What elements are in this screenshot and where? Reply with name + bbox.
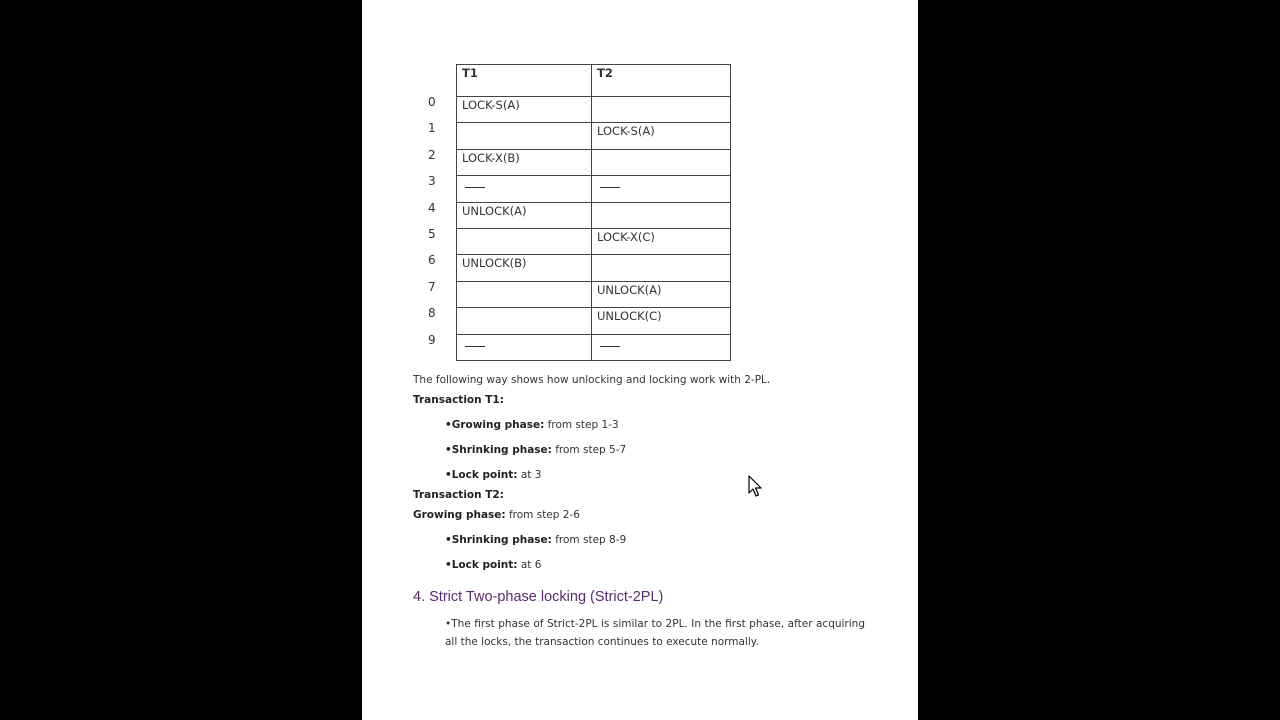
table-header-row	[457, 65, 731, 97]
step-number: 6	[428, 253, 436, 268]
cell-t2: UNLOCK(C)	[592, 308, 731, 334]
step-number: 8	[428, 306, 436, 321]
table-row	[457, 97, 731, 123]
t2-shrinking-value: from step 8-9	[551, 534, 627, 546]
cell-t2	[592, 202, 731, 228]
t2-shrinking-label: •Shrinking phase:	[445, 534, 552, 546]
t1-shrinking-line	[445, 444, 626, 456]
schedule-figure	[424, 64, 731, 361]
cell-t2	[592, 255, 731, 281]
step-number: 4	[428, 200, 436, 215]
section-heading: 4. Strict Two-phase locking (Strict-2PL)	[413, 589, 664, 605]
cell-t1	[457, 176, 592, 202]
cell-t1	[457, 228, 592, 254]
step-number: 3	[428, 174, 436, 189]
cell-t1	[457, 281, 592, 307]
document-page	[362, 0, 918, 720]
t1-growing-value: from step 1-3	[544, 419, 619, 431]
step-number: 9	[428, 332, 436, 347]
intro-text: The following way shows how unlocking and locking work with 2-PL.	[413, 374, 771, 386]
table-row	[457, 334, 731, 360]
column-header-t2: T2	[592, 65, 731, 97]
t2-lock-label: •Lock point:	[445, 559, 518, 571]
step-number: 5	[428, 226, 436, 241]
t2-growing-value: from step 2-6	[505, 509, 580, 521]
step-number: 0	[428, 95, 436, 109]
t1-lock-point-line	[445, 469, 541, 481]
t1-growing-label: •Growing phase:	[445, 419, 545, 431]
cell-t2	[592, 97, 731, 123]
cell-t1: LOCK-S(A)	[457, 97, 592, 123]
cell-t2: UNLOCK(A)	[592, 281, 731, 307]
cell-t2	[592, 334, 731, 360]
t1-title: Transaction T1:	[413, 394, 504, 406]
t2-growing-line	[413, 509, 580, 521]
cell-t1	[457, 334, 592, 360]
table-row	[457, 123, 731, 149]
t2-shrinking-line	[445, 534, 626, 546]
cell-t1	[457, 308, 592, 334]
step-numbers	[424, 95, 456, 361]
cell-t2: LOCK-S(A)	[592, 123, 731, 149]
t2-lock-value: at 6	[517, 559, 542, 571]
cell-t2	[592, 149, 731, 175]
table-row	[457, 149, 731, 175]
step-number: 2	[428, 147, 436, 162]
cell-t2	[592, 176, 731, 202]
table-row	[457, 228, 731, 254]
schedule-table	[456, 64, 731, 361]
t1-shrinking-label: •Shrinking phase:	[445, 444, 552, 456]
table-row	[457, 255, 731, 281]
dash-mark	[600, 187, 620, 188]
step-number: 1	[428, 121, 436, 136]
t1-lock-label: •Lock point:	[445, 469, 518, 481]
mouse-pointer-icon	[748, 475, 764, 504]
table-row	[457, 308, 731, 334]
column-header-t1: T1	[457, 65, 592, 97]
cell-t1: UNLOCK(B)	[457, 255, 592, 281]
dash-mark	[465, 187, 485, 188]
step-number: 7	[428, 279, 436, 294]
cell-t2: LOCK-X(C)	[592, 228, 731, 254]
table-row	[457, 202, 731, 228]
dash-mark	[465, 346, 485, 347]
cell-t1	[457, 123, 592, 149]
table-row	[457, 281, 731, 307]
t1-lock-value: at 3	[517, 469, 542, 481]
t2-lock-point-line	[445, 559, 541, 571]
t1-growing-line	[445, 419, 619, 431]
cell-t1: LOCK-X(B)	[457, 149, 592, 175]
section-paragraph: •The first phase of Strict-2PL is similar to 2PL. In the first phase, after acquiring all the locks, the transaction continues to execute normally.	[445, 618, 865, 648]
t2-growing-label: Growing phase:	[413, 509, 506, 521]
t1-shrinking-value: from step 5-7	[551, 444, 627, 456]
t2-title: Transaction T2:	[413, 489, 504, 501]
table-row	[457, 176, 731, 202]
cell-t1: UNLOCK(A)	[457, 202, 592, 228]
dash-mark	[600, 346, 620, 347]
